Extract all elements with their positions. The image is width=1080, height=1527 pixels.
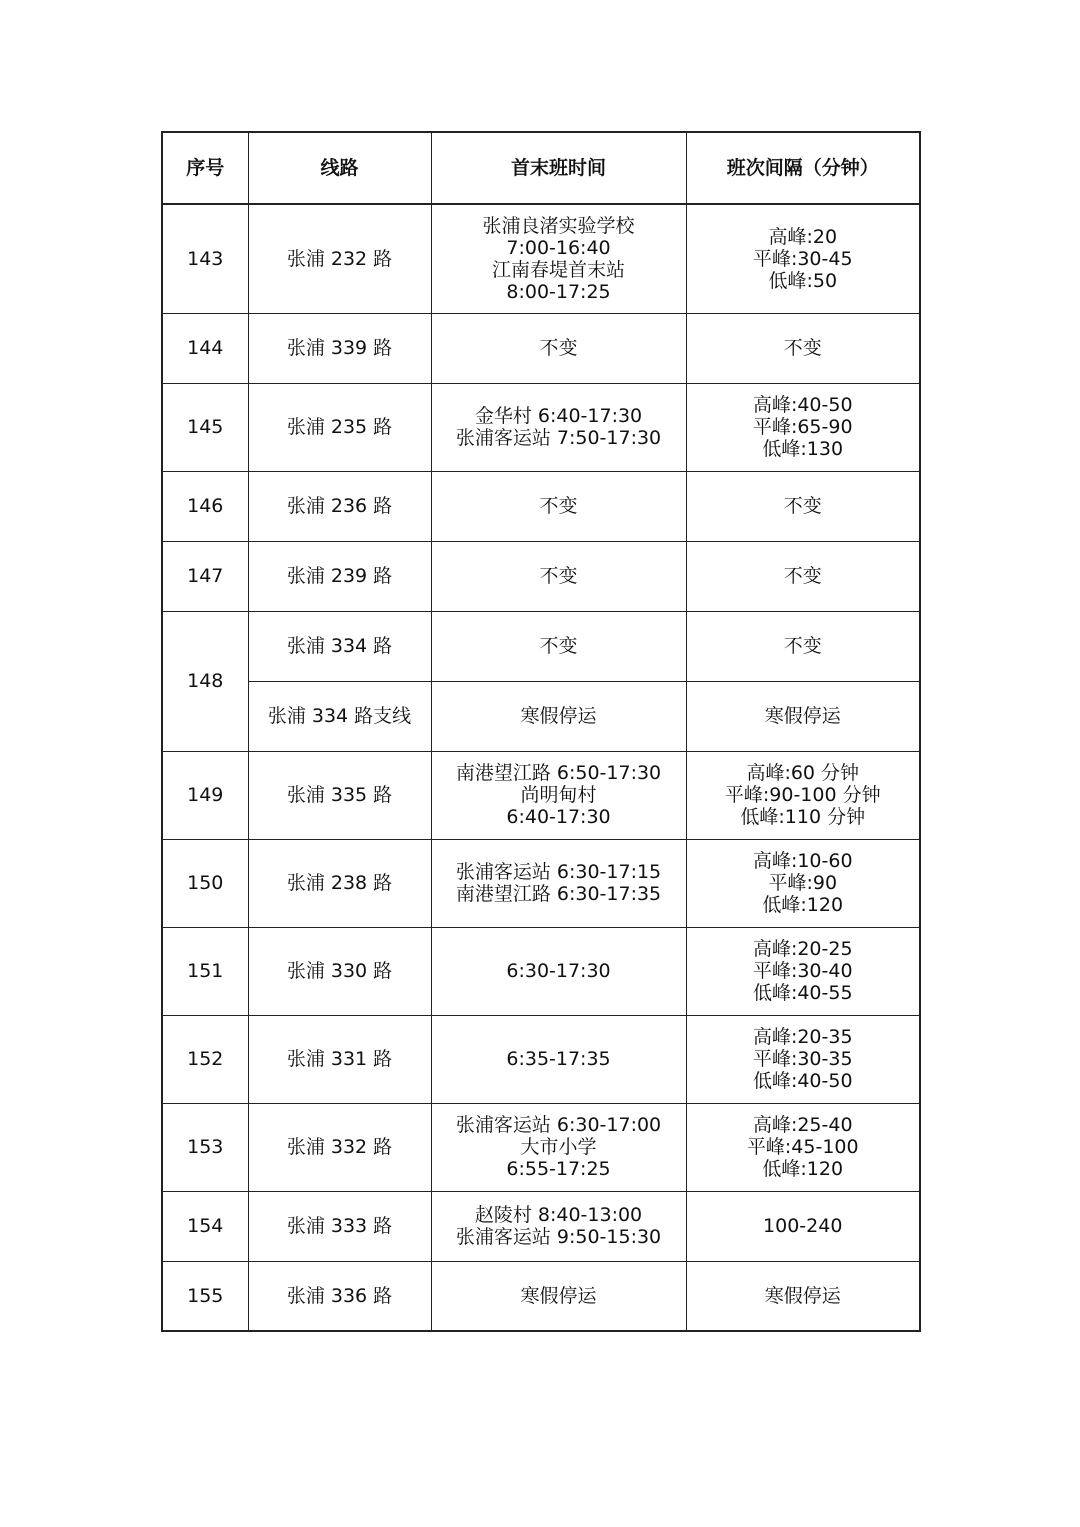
cell-route: 张浦 334 路 (248, 611, 431, 681)
time-line: 南港望江路 6:30-17:35 (455, 883, 662, 905)
cell-no: 154 (162, 1191, 248, 1261)
cell-interval (686, 927, 920, 1015)
time-line: 6:55-17:25 (506, 1158, 611, 1180)
cell-route: 张浦 238 路 (248, 839, 431, 927)
cell-no: 146 (162, 471, 248, 541)
table-header-row (162, 132, 920, 204)
table-row (162, 1015, 920, 1103)
interval-line: 不变 (783, 495, 822, 517)
time-line: 张浦客运站 6:30-17:15 (455, 861, 662, 883)
table-row (162, 471, 920, 541)
schedule-sheet (161, 131, 919, 1332)
table-row (162, 313, 920, 383)
time-line: 不变 (539, 635, 578, 657)
interval-line: 不变 (783, 337, 822, 359)
interval-line: 高峰:10-60 (752, 850, 853, 872)
cell-time (431, 541, 686, 611)
time-line: 6:30-17:30 (506, 960, 611, 982)
header-route: 线路 (248, 132, 431, 204)
cell-interval (686, 204, 920, 313)
cell-no: 143 (162, 204, 248, 313)
interval-line: 寒假停运 (764, 1284, 841, 1307)
cell-route: 张浦 331 路 (248, 1015, 431, 1103)
cell-interval (686, 681, 920, 751)
interval-line: 平峰:90-100 分钟 (724, 784, 881, 806)
time-line: 张浦良渚实验学校 (482, 214, 635, 237)
cell-interval (686, 541, 920, 611)
cell-time (431, 927, 686, 1015)
cell-time (431, 471, 686, 541)
table-row (162, 1191, 920, 1261)
time-line: 南港望江路 6:50-17:30 (455, 762, 662, 784)
cell-time (431, 1191, 686, 1261)
cell-time (431, 1261, 686, 1331)
interval-line: 平峰:65-90 (752, 416, 853, 438)
cell-route: 张浦 330 路 (248, 927, 431, 1015)
interval-line: 高峰:25-40 (752, 1114, 853, 1136)
time-line: 张浦客运站 6:30-17:00 (455, 1114, 662, 1136)
bus-schedule-table (161, 131, 921, 1332)
time-line: 赵陵村 8:40-13:00 (474, 1204, 643, 1226)
table-row (162, 611, 920, 681)
cell-no: 144 (162, 313, 248, 383)
table-body (162, 204, 920, 1331)
interval-line: 低峰:130 (762, 438, 844, 460)
time-line: 6:35-17:35 (506, 1048, 611, 1070)
cell-time (431, 839, 686, 927)
table-row (162, 751, 920, 839)
table-row (162, 839, 920, 927)
interval-line: 平峰:30-45 (752, 247, 853, 270)
cell-route: 张浦 239 路 (248, 541, 431, 611)
interval-line: 不变 (783, 565, 822, 587)
cell-no: 152 (162, 1015, 248, 1103)
cell-no: 147 (162, 541, 248, 611)
cell-interval (686, 1191, 920, 1261)
cell-time (431, 1015, 686, 1103)
cell-interval (686, 383, 920, 471)
time-line: 7:00-16:40 (506, 236, 611, 259)
cell-route: 张浦 336 路 (248, 1261, 431, 1331)
cell-no: 153 (162, 1103, 248, 1191)
cell-interval (686, 611, 920, 681)
cell-interval (686, 471, 920, 541)
time-line: 寒假停运 (520, 705, 597, 727)
time-line: 江南春堤首末站 (491, 258, 625, 281)
cell-no: 149 (162, 751, 248, 839)
interval-line: 高峰:40-50 (752, 394, 853, 416)
cell-interval (686, 313, 920, 383)
cell-time (431, 204, 686, 313)
interval-line: 低峰:40-55 (752, 982, 853, 1004)
interval-line: 高峰:20 (768, 225, 838, 248)
header-no: 序号 (162, 132, 248, 204)
time-line: 8:00-17:25 (506, 280, 611, 303)
table-row (162, 383, 920, 471)
interval-line: 不变 (783, 635, 822, 657)
interval-line: 100-240 (763, 1215, 843, 1237)
cell-route: 张浦 334 路支线 (248, 681, 431, 751)
time-line: 不变 (539, 337, 578, 359)
cell-time (431, 681, 686, 751)
cell-route: 张浦 235 路 (248, 383, 431, 471)
cell-route: 张浦 232 路 (248, 204, 431, 313)
cell-route: 张浦 236 路 (248, 471, 431, 541)
cell-interval (686, 751, 920, 839)
time-line: 张浦客运站 7:50-17:30 (455, 427, 662, 449)
interval-line: 平峰:45-100 (746, 1136, 859, 1158)
interval-line: 高峰:60 分钟 (746, 762, 860, 784)
cell-route: 张浦 339 路 (248, 313, 431, 383)
cell-time (431, 1103, 686, 1191)
time-line: 张浦客运站 9:50-15:30 (455, 1226, 662, 1248)
header-interval: 班次间隔（分钟） (686, 132, 920, 204)
cell-time (431, 383, 686, 471)
table-row (162, 681, 920, 751)
time-line: 尚明甸村 (520, 784, 597, 806)
cell-no: 145 (162, 383, 248, 471)
interval-line: 低峰:50 (768, 269, 838, 292)
time-line: 大市小学 (520, 1136, 597, 1158)
table-row (162, 541, 920, 611)
interval-line: 高峰:20-35 (752, 1026, 853, 1048)
interval-line: 低峰:110 分钟 (740, 806, 866, 828)
cell-route: 张浦 332 路 (248, 1103, 431, 1191)
cell-no: 155 (162, 1261, 248, 1331)
table-row (162, 1261, 920, 1331)
cell-route: 张浦 335 路 (248, 751, 431, 839)
interval-line: 寒假停运 (764, 705, 841, 727)
table-row (162, 204, 920, 313)
table-row (162, 927, 920, 1015)
time-line: 不变 (539, 565, 578, 587)
time-line: 金华村 6:40-17:30 (474, 405, 643, 427)
time-line: 6:40-17:30 (506, 806, 611, 828)
cell-time (431, 751, 686, 839)
cell-interval (686, 1015, 920, 1103)
cell-time (431, 611, 686, 681)
interval-line: 平峰:30-40 (752, 960, 853, 982)
cell-no: 151 (162, 927, 248, 1015)
time-line: 寒假停运 (520, 1284, 597, 1307)
cell-route: 张浦 333 路 (248, 1191, 431, 1261)
header-time: 首末班时间 (431, 132, 686, 204)
table-row (162, 1103, 920, 1191)
cell-interval (686, 1261, 920, 1331)
interval-line: 高峰:20-25 (752, 938, 853, 960)
cell-interval (686, 1103, 920, 1191)
cell-no: 150 (162, 839, 248, 927)
time-line: 不变 (539, 495, 578, 517)
interval-line: 平峰:30-35 (752, 1048, 853, 1070)
interval-line: 低峰:120 (762, 894, 844, 916)
interval-line: 平峰:90 (768, 872, 838, 894)
interval-line: 低峰:40-50 (752, 1070, 853, 1092)
interval-line: 低峰:120 (762, 1158, 844, 1180)
cell-no: 148 (162, 611, 248, 751)
cell-interval (686, 839, 920, 927)
cell-time (431, 313, 686, 383)
